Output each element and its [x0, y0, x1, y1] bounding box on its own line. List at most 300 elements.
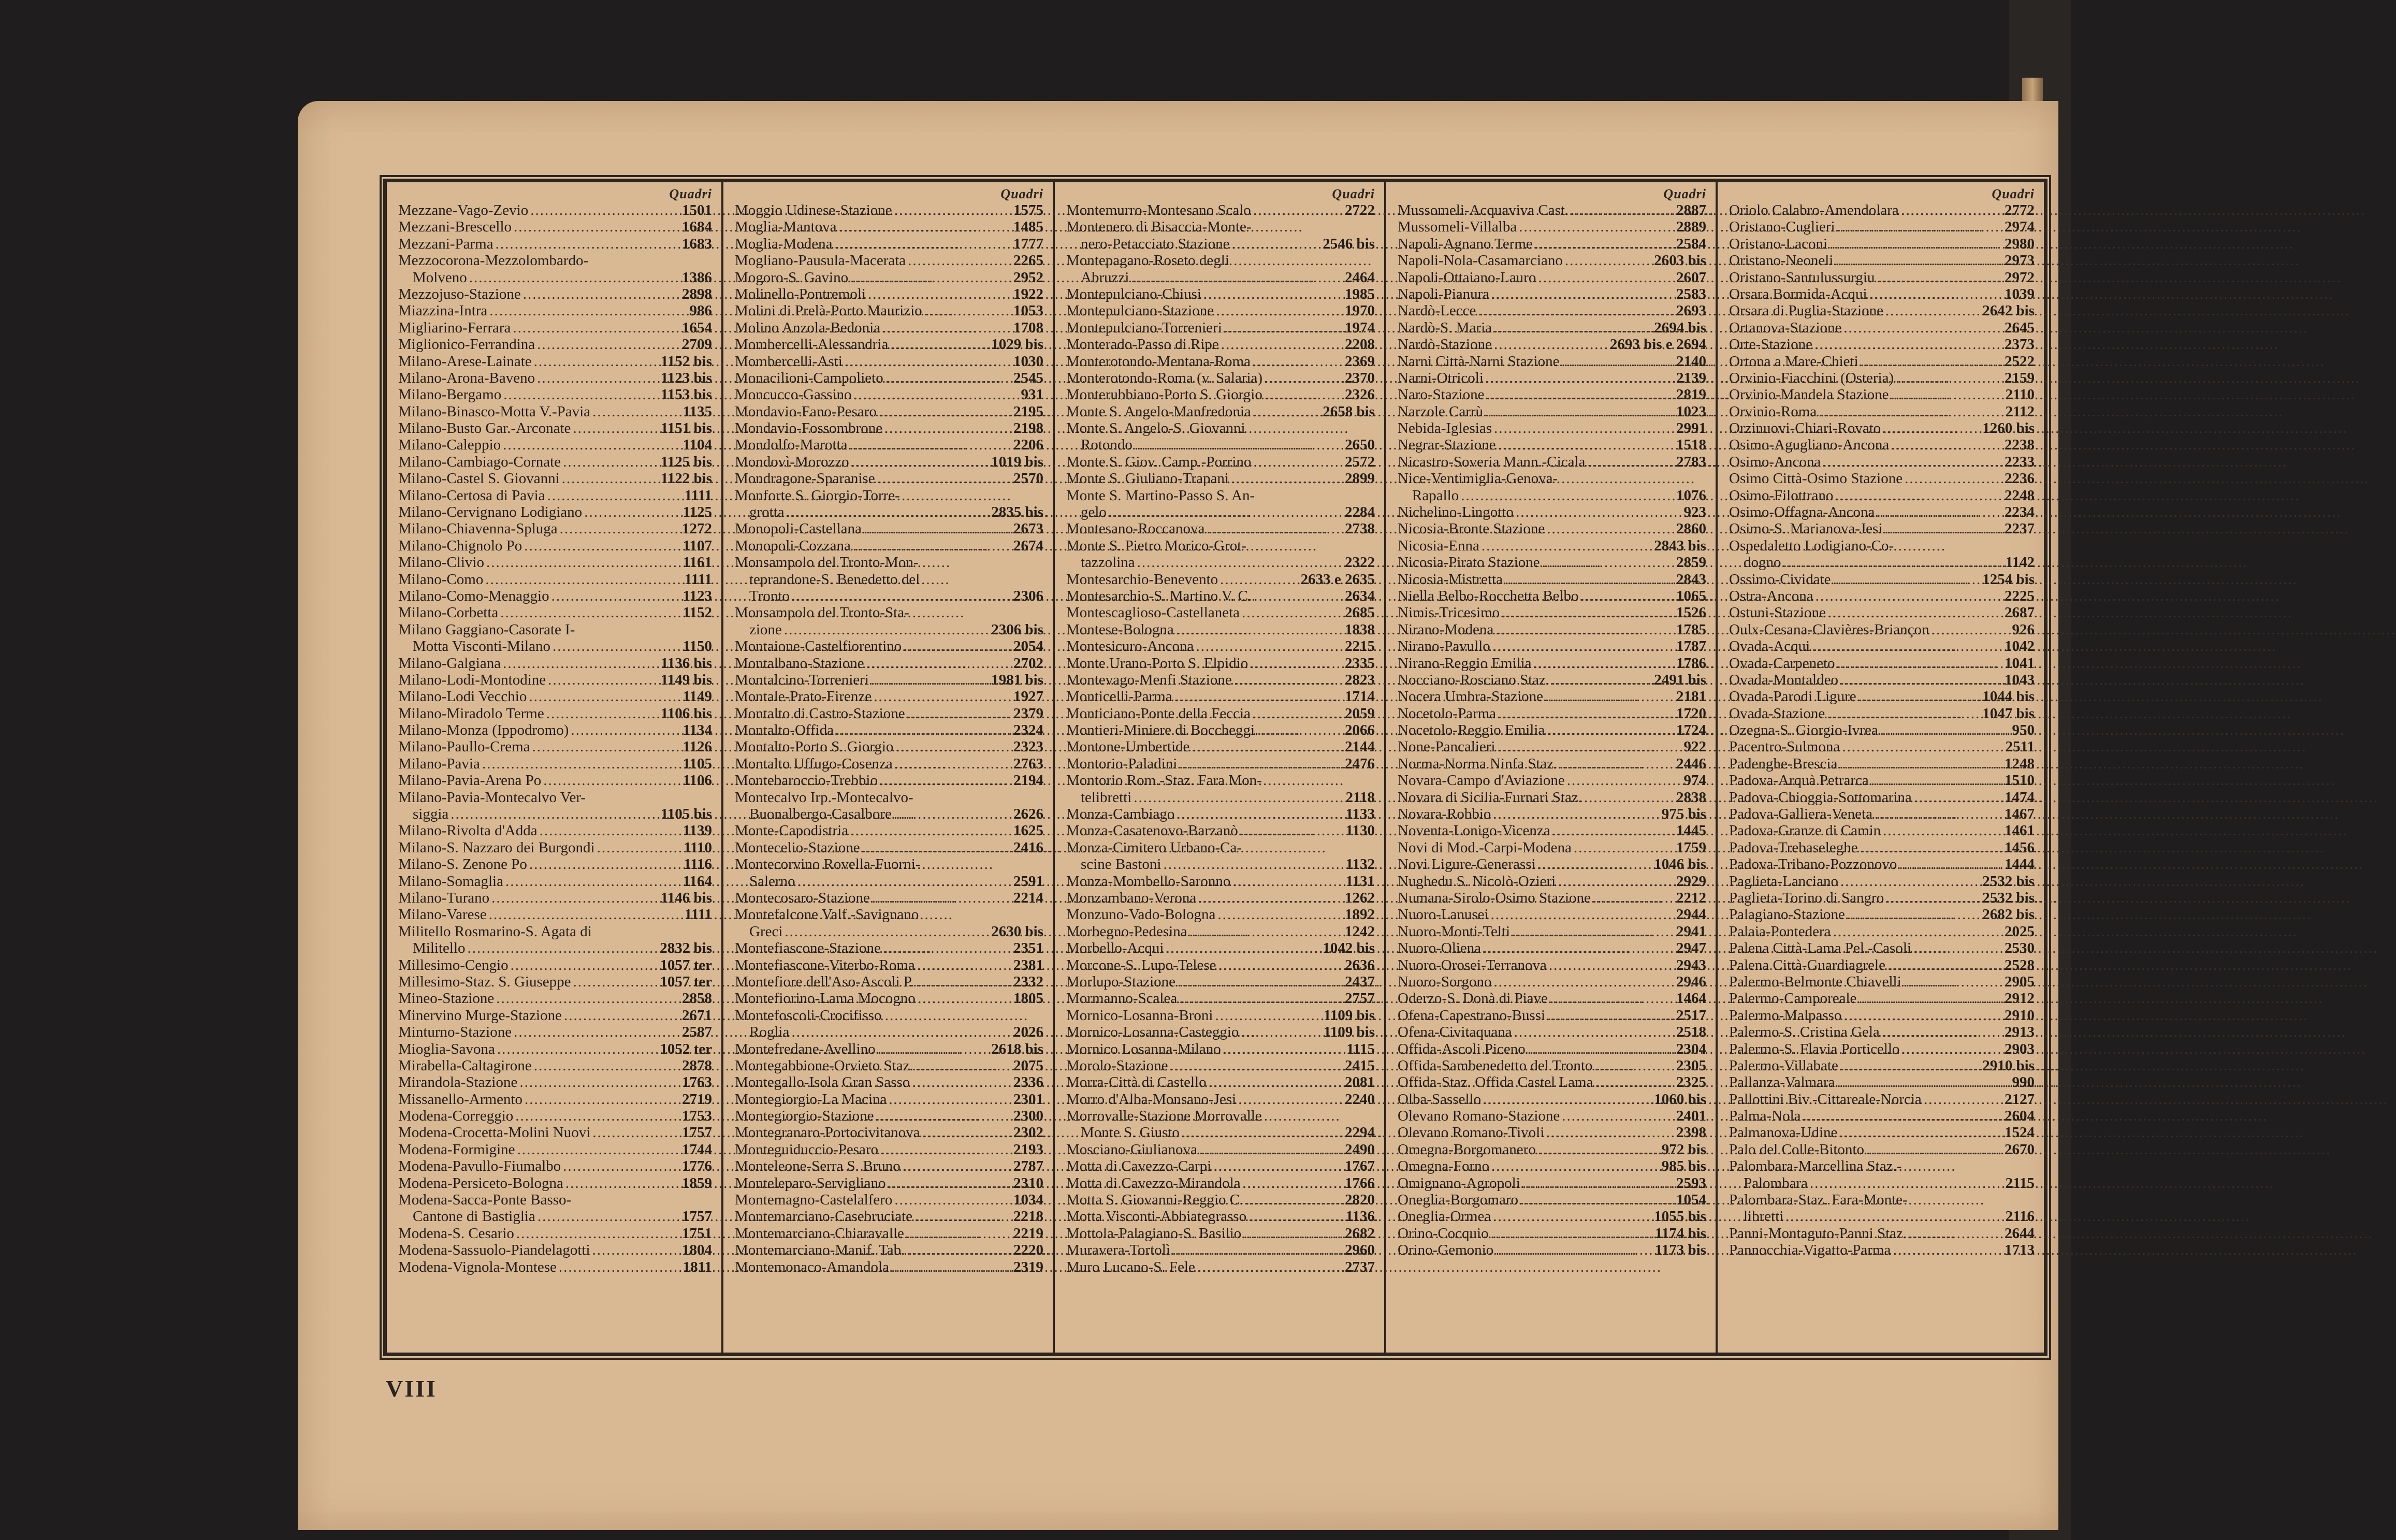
leader-dots: [1241, 1024, 1321, 1040]
leader-dots: [1491, 1225, 1653, 1242]
index-entry: [1398, 1024, 1706, 1040]
index-entry: [735, 353, 1043, 370]
route-name: Nuoro-Sorgono: [1398, 973, 1492, 990]
route-name: Oristano-Cuglieri: [1729, 219, 1835, 236]
table-number: 1110: [684, 839, 712, 856]
leader-dots: [1885, 302, 1980, 319]
index-entry: [1729, 537, 2035, 554]
route-name: Molino Anzola-Bedonia: [735, 319, 881, 336]
index-entry: [398, 336, 712, 353]
route-name: Mezzane-Vago-Zevio: [398, 201, 529, 219]
index-entry: [1729, 890, 2035, 906]
route-name: Mirandola-Stazione: [398, 1074, 518, 1091]
leader-dots: [551, 588, 681, 604]
table-number: 2140: [1676, 353, 1706, 370]
route-name: Morbello-Acqui: [1066, 940, 1164, 957]
table-number: 1272: [682, 520, 712, 537]
leader-dots: [500, 604, 680, 621]
table-number: 2115: [2005, 1174, 2035, 1192]
table-number: 2604: [2005, 1108, 2035, 1125]
route-name: Ostra-Ancona: [1729, 587, 1813, 604]
index-entry: [398, 1124, 712, 1141]
table-number: 2059: [1345, 705, 1375, 722]
index-entry: [1066, 336, 1375, 353]
leader-dots: [543, 772, 680, 789]
leader-dots: [845, 353, 1011, 370]
leader-dots: [1877, 504, 2002, 520]
table-number: 2208: [1345, 336, 1375, 353]
index-entry: [1066, 269, 1375, 286]
table-number: 1023: [1676, 403, 1706, 420]
table-number: 1464: [1676, 990, 1706, 1007]
route-name: Mezzocorona-Mezzolombardo-: [398, 252, 589, 269]
route-name: Padova-Tribano-Pozzonovo: [1729, 856, 1897, 873]
table-number: 2593: [1676, 1174, 1706, 1192]
table-number: 1838: [1345, 621, 1375, 638]
route-name: Milano-Bergamo: [398, 386, 502, 403]
table-number: 2511: [2005, 738, 2035, 756]
route-name: Offida-Staz. Offida Castel Lama: [1398, 1074, 1593, 1091]
table-number: 1757: [682, 1124, 712, 1141]
leader-dots: [1215, 1007, 1322, 1024]
table-number: 2310: [1013, 1174, 1043, 1192]
index-entry: [1066, 286, 1375, 302]
index-entry: [1729, 504, 2035, 520]
leader-dots: [917, 957, 1011, 974]
table-number: 1104: [683, 437, 712, 454]
route-name: Milano-Somaglia: [398, 873, 503, 890]
route-name: Milano-Varese: [398, 906, 487, 923]
leader-dots: [592, 1242, 680, 1258]
route-name: Modena-Sassuolo-Piandelagotti: [398, 1242, 590, 1259]
index-entry: [1066, 1091, 1375, 1108]
table-number: 2306 bis: [991, 621, 1043, 638]
route-name: Morolo-Stazione: [1066, 1057, 1168, 1074]
route-name: Montemarciano-Manif. Tab.: [735, 1242, 905, 1259]
index-entry: [735, 520, 1043, 537]
index-entry: [398, 420, 712, 437]
route-name: Montemagno-Castelalfero: [735, 1192, 893, 1209]
route-name: Novi Ligure-Generassi: [1398, 856, 1536, 873]
leader-dots: [1581, 588, 1674, 604]
route-name: Montegiorgio-Stazione: [735, 1108, 874, 1125]
leader-dots: [1498, 437, 1674, 453]
index-entry: [1398, 621, 1706, 638]
leader-dots: [489, 906, 683, 923]
index-entry: [398, 822, 712, 839]
leader-dots: [1170, 1057, 1343, 1074]
leader-dots: [1253, 353, 1343, 370]
route-name: Montesano-Roccanova: [1066, 520, 1205, 537]
route-name: Napoli-Agnano Terme: [1398, 235, 1533, 252]
route-name: Cantone di Bastiglia: [413, 1208, 535, 1225]
route-name: Mondolfo-Marotta: [735, 437, 848, 454]
table-number: 1766: [1345, 1174, 1375, 1192]
route-name: Monacilioni-Campolieto: [735, 369, 883, 386]
index-entry: [1729, 1057, 2035, 1074]
table-number: 2528: [2005, 956, 2035, 974]
route-name: Nuoro-Orosei-Terranova: [1398, 956, 1547, 974]
table-number: 2674: [1013, 537, 1043, 554]
leader-dots: [884, 420, 1011, 437]
table-number: 2633 e 2635: [1300, 571, 1375, 588]
leader-dots: [1172, 1242, 1343, 1258]
route-name: zione: [749, 621, 782, 638]
table-number: 2233: [2005, 453, 2035, 470]
index-entry: [1066, 454, 1375, 470]
route-name: Tronto: [749, 587, 790, 604]
leader-dots: [1545, 688, 1674, 705]
leader-dots: [1495, 621, 1674, 638]
leader-dots: [1803, 1108, 2002, 1124]
leader-dots: [1176, 621, 1343, 638]
table-number: 2634: [1345, 587, 1375, 604]
index-entry: [1398, 1225, 1706, 1242]
table-number: 2545: [1013, 369, 1043, 386]
route-name: Olba-Sassello: [1398, 1091, 1482, 1108]
index-entry: [398, 537, 712, 554]
leader-dots: [1886, 890, 1980, 906]
route-name: Montepulciano-Chiusi: [1066, 285, 1201, 302]
index-entry: [1066, 957, 1375, 974]
leader-dots: [862, 839, 1011, 856]
route-name: Oristano-Neoneli: [1729, 252, 1834, 269]
route-name: Mottola-Palagiano-S. Basilio: [1066, 1225, 1242, 1242]
route-name: Mormanno-Scalea: [1066, 990, 1178, 1007]
route-name: Milano-Cervignano Lodigiano: [398, 504, 583, 521]
index-entry: [398, 789, 712, 806]
leader-dots: [519, 1074, 680, 1091]
leader-dots: [1231, 470, 1343, 487]
leader-dots: [1221, 336, 1343, 353]
leader-dots: [1189, 923, 1343, 940]
index-entry: [398, 1175, 712, 1192]
route-name: Palena Città-Guardiagrele: [1729, 956, 1885, 974]
index-entry: [1729, 722, 2035, 738]
table-number: 2645: [2005, 319, 2035, 336]
index-entry: [1729, 1124, 2035, 1141]
table-number: 1123: [683, 587, 712, 604]
leader-dots: [1192, 738, 1343, 755]
route-name: teprandone-S. Benedetto del: [749, 571, 920, 588]
table-number: 2240: [1345, 1091, 1375, 1108]
table-number: 2980: [2005, 235, 2035, 252]
table-number: 2944: [1676, 906, 1706, 923]
index-entry: [1729, 286, 2035, 302]
route-name: Monterado-Passo di Ripe: [1066, 336, 1219, 353]
index-entry: [398, 386, 712, 403]
route-name: Pallanza-Valmara: [1729, 1074, 1835, 1091]
route-name: Palaia-Pontedera: [1729, 923, 1831, 940]
index-entry: [735, 286, 1043, 302]
index-entry: [735, 219, 1043, 235]
route-name: Militello Rosmarino-S. Agata di: [398, 923, 592, 940]
table-number: 1019 bis: [991, 453, 1043, 470]
leader-dots: [524, 537, 680, 554]
leader-dots: [1231, 236, 1320, 252]
route-name: Missanello-Armento: [398, 1091, 523, 1108]
route-name: Mioglia-Savona: [398, 1040, 495, 1057]
index-entry: [1066, 923, 1375, 940]
leader-dots: [503, 386, 659, 403]
route-name: Montale-Prato-Firenze: [735, 688, 872, 705]
route-name: Nughedu S. Nicolò-Ozieri: [1398, 873, 1556, 890]
table-number: 2570: [1013, 470, 1043, 487]
leader-dots: [1520, 1192, 1674, 1208]
leader-dots: [563, 1158, 680, 1174]
route-name: Palagiano-Stazione: [1729, 906, 1845, 923]
route-name: Montalcino-Torrenieri: [735, 671, 869, 688]
route-name: Palo del Colle-Bitonto: [1729, 1141, 1864, 1158]
table-number: 2898: [682, 285, 712, 302]
route-name: Modena-Crocetta-Molini Nuovi: [398, 1124, 591, 1141]
table-number: 2218: [1013, 1208, 1043, 1225]
index-entry: [398, 319, 712, 336]
table-number: 1111: [684, 906, 712, 923]
index-entry: [1398, 839, 1706, 856]
leader-dots: [1887, 957, 2002, 974]
route-name: Monte S. Pietro Morico-Grot-: [1066, 537, 1246, 554]
route-name: Offida-Ascoli Piceno: [1398, 1040, 1526, 1057]
leader-dots: [882, 319, 1011, 336]
route-name: Moggio Udinese-Stazione: [735, 201, 892, 219]
table-number: 2693 bis e 2694: [1609, 336, 1706, 353]
route-name: Mondavio-Fano-Pesaro: [735, 403, 877, 420]
route-name: scine Bastoni: [1081, 856, 1161, 873]
leader-dots: [1166, 940, 1320, 956]
index-entry: [1066, 604, 1375, 621]
leader-dots: [1483, 1091, 1652, 1108]
index-entry: [735, 1057, 1043, 1074]
index-entry: [1066, 219, 1375, 235]
table-number: 2820: [1345, 1192, 1375, 1209]
index-entry: [398, 1074, 712, 1091]
route-name: Miazzina-Intra: [398, 302, 488, 319]
table-number: 2583: [1676, 285, 1706, 302]
route-name: Montecelio-Stazione: [735, 839, 860, 856]
table-number: 2370: [1345, 369, 1375, 386]
leader-dots: [1178, 974, 1343, 990]
index-entry: [1398, 504, 1706, 520]
index-entry: [735, 1024, 1043, 1040]
index-entry: [1066, 353, 1375, 370]
index-entry: [1398, 1007, 1706, 1024]
table-number: 1786: [1676, 655, 1706, 672]
index-entry: [1398, 873, 1706, 890]
table-number: 1105 bis: [660, 806, 712, 823]
leader-dots: [849, 437, 1011, 453]
route-name: telibretti: [1081, 789, 1132, 806]
index-entry: [398, 957, 712, 974]
table-number: 1109 bis: [1323, 1024, 1375, 1041]
index-entry: [1729, 336, 2035, 353]
route-name: Padova-Trebaseleghe: [1729, 839, 1858, 856]
table-number: 1767: [1345, 1158, 1375, 1175]
leader-dots: [1502, 604, 1674, 621]
route-name: Mombercelli-Alessandria: [735, 336, 889, 353]
table-number: 1811: [683, 1258, 712, 1275]
table-number: 2722: [1345, 201, 1375, 219]
index-entry: [1398, 974, 1706, 990]
table-number: 1173 bis: [1654, 1242, 1706, 1259]
index-entry: [1729, 319, 2035, 336]
table-number: 1461: [2005, 822, 2035, 839]
route-name: Milano-Arona-Baveno: [398, 369, 535, 386]
route-name: Milano-Pavia-Arena Po: [398, 772, 542, 789]
leader-dots: [883, 940, 1011, 956]
table-number: 2737: [1345, 1258, 1375, 1275]
table-number: 1575: [1013, 201, 1043, 219]
leader-dots: [546, 705, 659, 722]
index-entry: [1729, 739, 2035, 756]
index-entry: [1398, 520, 1706, 537]
index-entry: [1066, 856, 1375, 873]
index-entry: [735, 487, 1043, 504]
index-entry: [1729, 1024, 2035, 1040]
table-number: 1052 ter: [660, 1040, 712, 1057]
route-name: Napoli-Nola-Casamarciano: [1398, 252, 1563, 269]
route-name: Mornico-Losanna-Broni: [1066, 1007, 1213, 1024]
table-number: 2546 bis: [1323, 235, 1375, 252]
route-name: Montefredane-Avellino: [735, 1040, 876, 1057]
index-entry: [398, 520, 712, 537]
index-entry: [1398, 588, 1706, 604]
table-number: 1753: [682, 1108, 712, 1125]
route-name: siggia: [413, 806, 449, 823]
table-number: 2532 bis: [1982, 890, 2035, 906]
leader-dots: [907, 705, 1011, 722]
route-name: Motta Visconti-Milano: [413, 638, 550, 655]
leader-dots: [1546, 1124, 1674, 1141]
leader-dots: [529, 856, 681, 873]
leader-dots: [1542, 554, 1674, 571]
table-number: 1054: [1676, 1192, 1706, 1209]
leader-dots: [854, 386, 1019, 403]
route-name: Milano-Lodi-Montodine: [398, 671, 546, 688]
route-name: Nardò-Lecce: [1398, 302, 1476, 319]
table-number: 2416: [1013, 839, 1043, 856]
route-name: Montegiorgio-La Macina: [735, 1091, 887, 1108]
index-entry: [1729, 1242, 2035, 1258]
route-name: Ovada-Acqui: [1729, 638, 1810, 655]
table-number: 2905: [2005, 973, 2035, 990]
leader-dots: [834, 236, 1011, 252]
index-entry: [1398, 756, 1706, 772]
leader-dots: [1884, 520, 2002, 537]
leader-dots: [787, 504, 990, 520]
index-entry: [1729, 571, 2035, 588]
index-entry: [1066, 739, 1375, 756]
route-name: Milano-Galgiana: [398, 655, 501, 672]
index-entry: [1066, 571, 1375, 588]
index-entry: [1729, 638, 2035, 655]
route-name: Pannocchia-Vigatto-Parma: [1729, 1242, 1891, 1259]
leader-dots: [1837, 655, 2002, 672]
index-entry: [735, 1074, 1043, 1091]
leader-dots: [904, 638, 1011, 655]
table-number: 2910: [2005, 1007, 2035, 1024]
leader-dots: [1163, 856, 1343, 873]
leader-dots: [1561, 353, 1674, 370]
table-number: 2960: [1345, 1242, 1375, 1259]
route-name: Montepulciano-Stazione: [1066, 302, 1214, 319]
index-entry: [398, 437, 712, 453]
route-name: Palma-Nola: [1729, 1108, 1801, 1125]
table-number: 2319: [1013, 1258, 1043, 1275]
leader-dots: [1567, 772, 1682, 789]
table-number: 2324: [1013, 722, 1043, 739]
table-number: 1720: [1676, 705, 1706, 722]
index-entry: [1066, 1208, 1375, 1225]
index-entry: [398, 923, 712, 940]
route-name: Monterotondo-Roma (v. Salaria): [1066, 369, 1263, 386]
leader-dots: [1491, 1158, 1660, 1174]
leader-dots: [1904, 974, 2002, 990]
index-entry: [1066, 1041, 1375, 1057]
index-entry: [1729, 1108, 2035, 1124]
leader-dots: [497, 1041, 658, 1057]
leader-dots: [1491, 906, 1674, 923]
leader-dots: [1891, 386, 2003, 403]
index-entry: [735, 437, 1043, 453]
index-entry: [398, 806, 712, 822]
route-name: Montaione-Castelfiorentino: [735, 638, 902, 655]
index-entry: [735, 319, 1043, 336]
leader-dots: [1877, 269, 2002, 286]
route-name: Abruzzi: [1081, 269, 1129, 286]
leader-dots: [1179, 756, 1343, 772]
route-name: Milano-Chiavenna-Spluga: [398, 520, 558, 537]
leader-dots: [1571, 202, 1674, 219]
route-name: Ofena-Civitaquana: [1398, 1024, 1512, 1041]
route-name: Oderzo-S. Donà di Piave: [1398, 990, 1548, 1007]
leader-dots: [525, 1091, 680, 1108]
route-name: Mondragone-Sparanise: [735, 470, 875, 487]
route-name: Pacentro-Sulmona: [1729, 738, 1840, 756]
table-number: 2490: [1345, 1141, 1375, 1158]
leader-dots: [1595, 1074, 1674, 1091]
index-entry: [1066, 470, 1375, 487]
leader-dots: [916, 1057, 1011, 1074]
leader-dots: [1253, 202, 1343, 219]
table-number: 1164: [683, 873, 712, 890]
leader-dots: [876, 1108, 1011, 1124]
leader-dots: [482, 756, 681, 772]
index-entry: [735, 588, 1043, 604]
index-entry: [1398, 1192, 1706, 1208]
index-entry: [398, 236, 712, 252]
route-name: Nimis-Tricesimo: [1398, 604, 1500, 621]
leader-dots: [1785, 1208, 2003, 1225]
route-name: Oristano-Santulussurgiu: [1729, 269, 1875, 286]
index-entry: [398, 1091, 712, 1108]
route-name: Modena-Pavullo-Fiumalbo: [398, 1158, 561, 1175]
index-entry: [735, 789, 1043, 806]
table-number: 2858: [682, 990, 712, 1007]
route-name: Negrar-Stazione: [1398, 437, 1496, 454]
table-number: 2491 bis: [1654, 671, 1706, 688]
route-name: Mirabella-Caltagirone: [398, 1057, 532, 1074]
leader-dots: [496, 236, 680, 252]
route-name: Nirano-Modena: [1398, 621, 1494, 638]
index-entry: [735, 806, 1043, 822]
leader-dots: [1207, 520, 1343, 537]
leader-dots: [1491, 286, 1674, 302]
table-number: 2144: [1345, 738, 1375, 756]
leader-dots: [1250, 655, 1343, 672]
table-number: 2832 bis: [660, 940, 712, 957]
index-entry: [1398, 236, 1706, 252]
